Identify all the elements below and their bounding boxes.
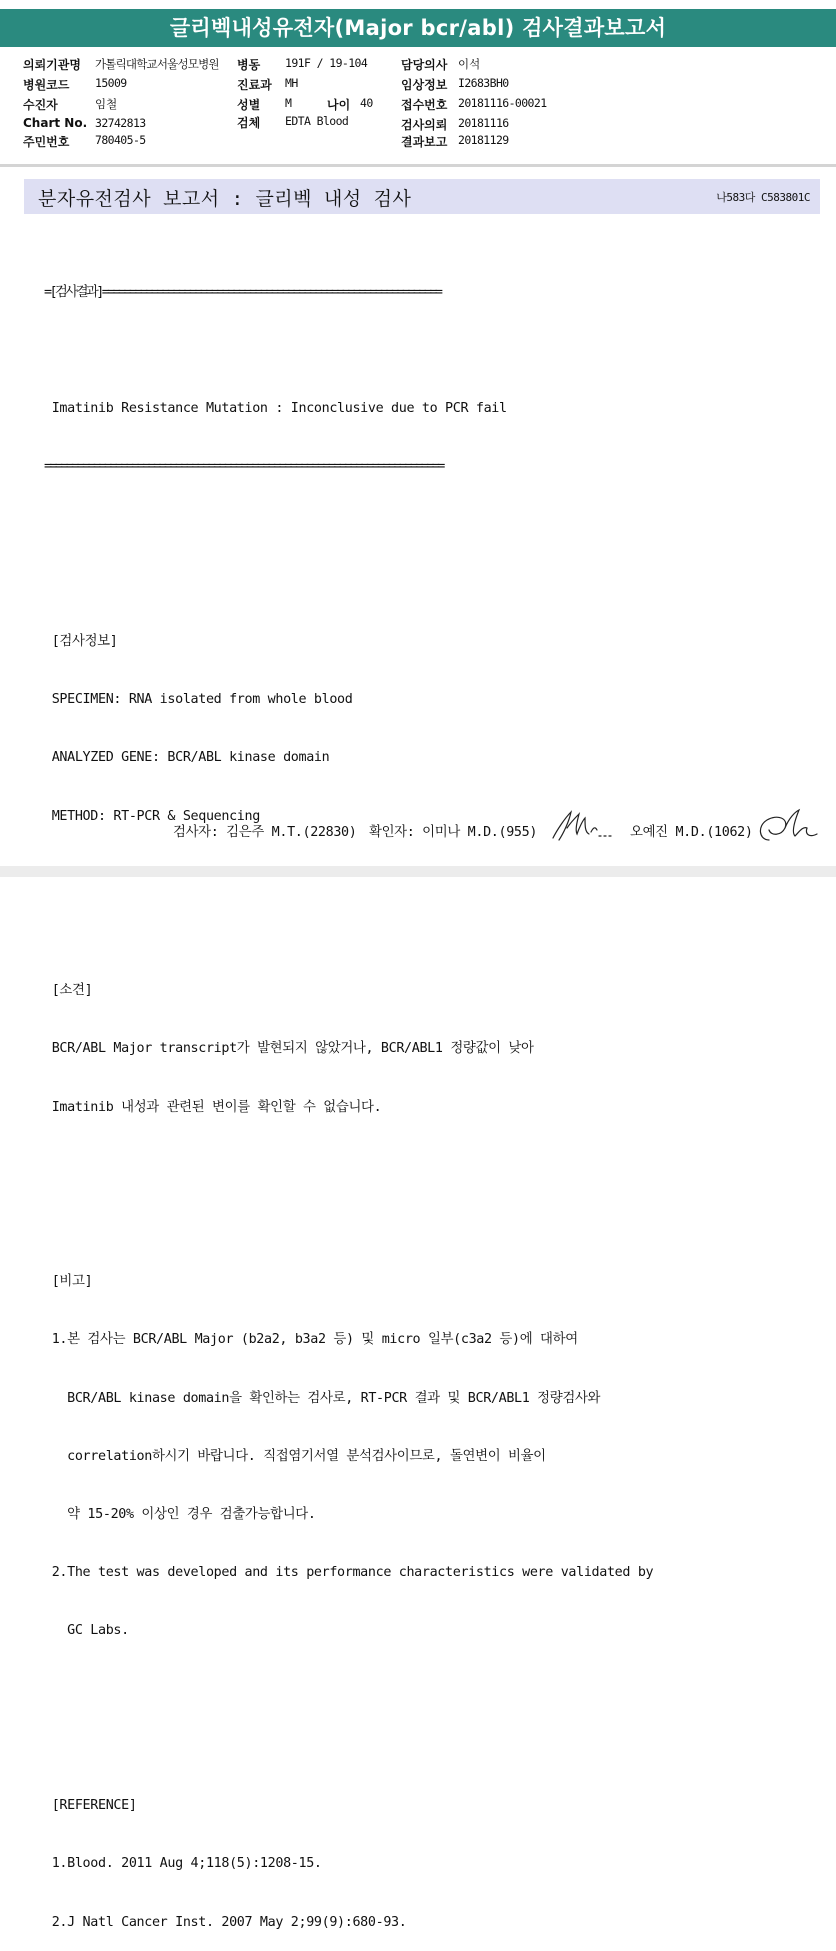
- value-clinical-info: I2683BH0: [458, 76, 509, 90]
- blank-line: [44, 516, 824, 535]
- value-patient-name: 임철: [95, 97, 118, 111]
- blank-line: [44, 923, 824, 942]
- handwritten-signature-2: [755, 806, 825, 848]
- handwritten-signature-1: [547, 808, 623, 844]
- reference-section-header: [REFERENCE]: [44, 1798, 137, 1814]
- value-accession-number: 20181116-00021: [458, 96, 547, 110]
- findings-line: Imatinib 내성과 관련된 변이를 확인할 수 없습니다.: [44, 1099, 382, 1115]
- result-footer-line: =========================================================================: [44, 459, 443, 475]
- report-section-bar: [24, 179, 820, 214]
- confirmer-signature-text: 확인자: 이미나 M.D.(955): [369, 825, 538, 840]
- blank-line: [44, 574, 824, 593]
- value-attending-physician: 이석: [458, 57, 481, 71]
- value-requesting-institution: 가톨릭대학교서울성모병원: [95, 57, 219, 71]
- report-section-title: 분자유전검사 보고서 : 글리벡 내성 검사: [38, 188, 412, 210]
- label-accession-number: 접수번호: [401, 98, 448, 112]
- value-sex: M: [285, 96, 292, 110]
- blank-line: [44, 1156, 824, 1175]
- tester-signature-text: 검사자: 김은주 M.T.(22830): [173, 825, 357, 840]
- label-request-date: 검사의뢰: [401, 118, 448, 132]
- findings-line: BCR/ABL Major transcript가 발현되지 않았거나, BCR/ABL1 정량값이 낮아: [44, 1041, 534, 1057]
- document-title: 글리벡내성유전자(Major bcr/abl) 검사결과보고서: [169, 16, 667, 40]
- value-report-date: 20181129: [458, 133, 509, 147]
- label-resident-number: 주민번호: [23, 135, 70, 149]
- blank-line: [44, 1738, 824, 1757]
- label-patient-name: 수진자: [23, 98, 58, 112]
- value-resident-number: 780405-5: [95, 133, 146, 147]
- findings-section-header: [소견]: [44, 983, 93, 999]
- note-line: 2.The test was developed and its performance characteristics were validated by: [44, 1565, 654, 1581]
- label-attending-physician: 담당의사: [401, 58, 448, 72]
- signature-row: [173, 816, 833, 856]
- notes-section-header: [비고]: [44, 1274, 93, 1290]
- value-chart-no: 32742813: [95, 116, 146, 130]
- reference-line: 2.J Natl Cancer Inst. 2007 May 2;99(9):680-93.: [44, 1914, 407, 1930]
- report-body: [44, 244, 824, 1951]
- result-header-line: =[검사결과]==============================================================: [44, 284, 441, 300]
- result-line: Imatinib Resistance Mutation : Inconclusive due to PCR fail: [44, 401, 507, 417]
- analyzed-gene-line: ANALYZED GENE: BCR/ABL kinase domain: [44, 750, 330, 766]
- second-physician-text: 오예진 M.D.(1062): [630, 825, 753, 840]
- note-line: BCR/ABL kinase domain을 확인하는 검사로, RT-PCR 결과 및 BCR/ABL1 정량검사와: [44, 1390, 601, 1406]
- note-line: correlation하시기 바랍니다. 직접염기서열 분석검사이므로, 돌연변이 비율이: [44, 1448, 546, 1464]
- label-hospital-code: 병원코드: [23, 78, 70, 92]
- label-requesting-institution: 의뢰기관명: [23, 58, 81, 72]
- value-age: 40: [360, 96, 373, 110]
- blank-line: [44, 1680, 824, 1699]
- value-request-date: 20181116: [458, 116, 509, 130]
- report-code: 나583다 C583801C: [716, 191, 810, 204]
- label-department: 진료과: [237, 78, 272, 92]
- blank-line: [44, 1214, 824, 1233]
- blank-line: [44, 341, 824, 360]
- method-line: METHOD: RT-PCR & Sequencing: [44, 808, 260, 824]
- note-line: GC Labs.: [44, 1623, 129, 1639]
- report-title-bar: [0, 9, 836, 47]
- header-divider: [0, 164, 836, 167]
- note-line: 1.본 검사는 BCR/ABL Major (b2a2, b3a2 등) 및 micro 일부(c3a2 등)에 대하여: [44, 1332, 578, 1348]
- label-specimen: 검체: [237, 116, 261, 130]
- value-ward: 191F / 19-104: [285, 56, 368, 70]
- note-line: 약 15-20% 이상인 경우 검출가능합니다.: [44, 1507, 316, 1523]
- patient-info-section: [0, 55, 836, 163]
- value-department: MH: [285, 76, 298, 90]
- label-report-date: 결과보고: [401, 135, 448, 149]
- value-hospital-code: 15009: [95, 76, 127, 90]
- specimen-line: SPECIMEN: RNA isolated from whole blood: [44, 692, 353, 708]
- label-sex: 성별: [237, 98, 261, 112]
- info-section-header: [검사정보]: [44, 634, 118, 650]
- label-clinical-info: 임상정보: [401, 78, 448, 92]
- label-age: 나이: [327, 98, 351, 112]
- reference-line: 1.Blood. 2011 Aug 4;118(5):1208-15.: [44, 1856, 322, 1872]
- label-chart-no: Chart No.: [23, 116, 88, 130]
- value-specimen: EDTA Blood: [285, 114, 349, 128]
- label-ward: 병동: [237, 58, 261, 72]
- footer-strip: [0, 866, 836, 877]
